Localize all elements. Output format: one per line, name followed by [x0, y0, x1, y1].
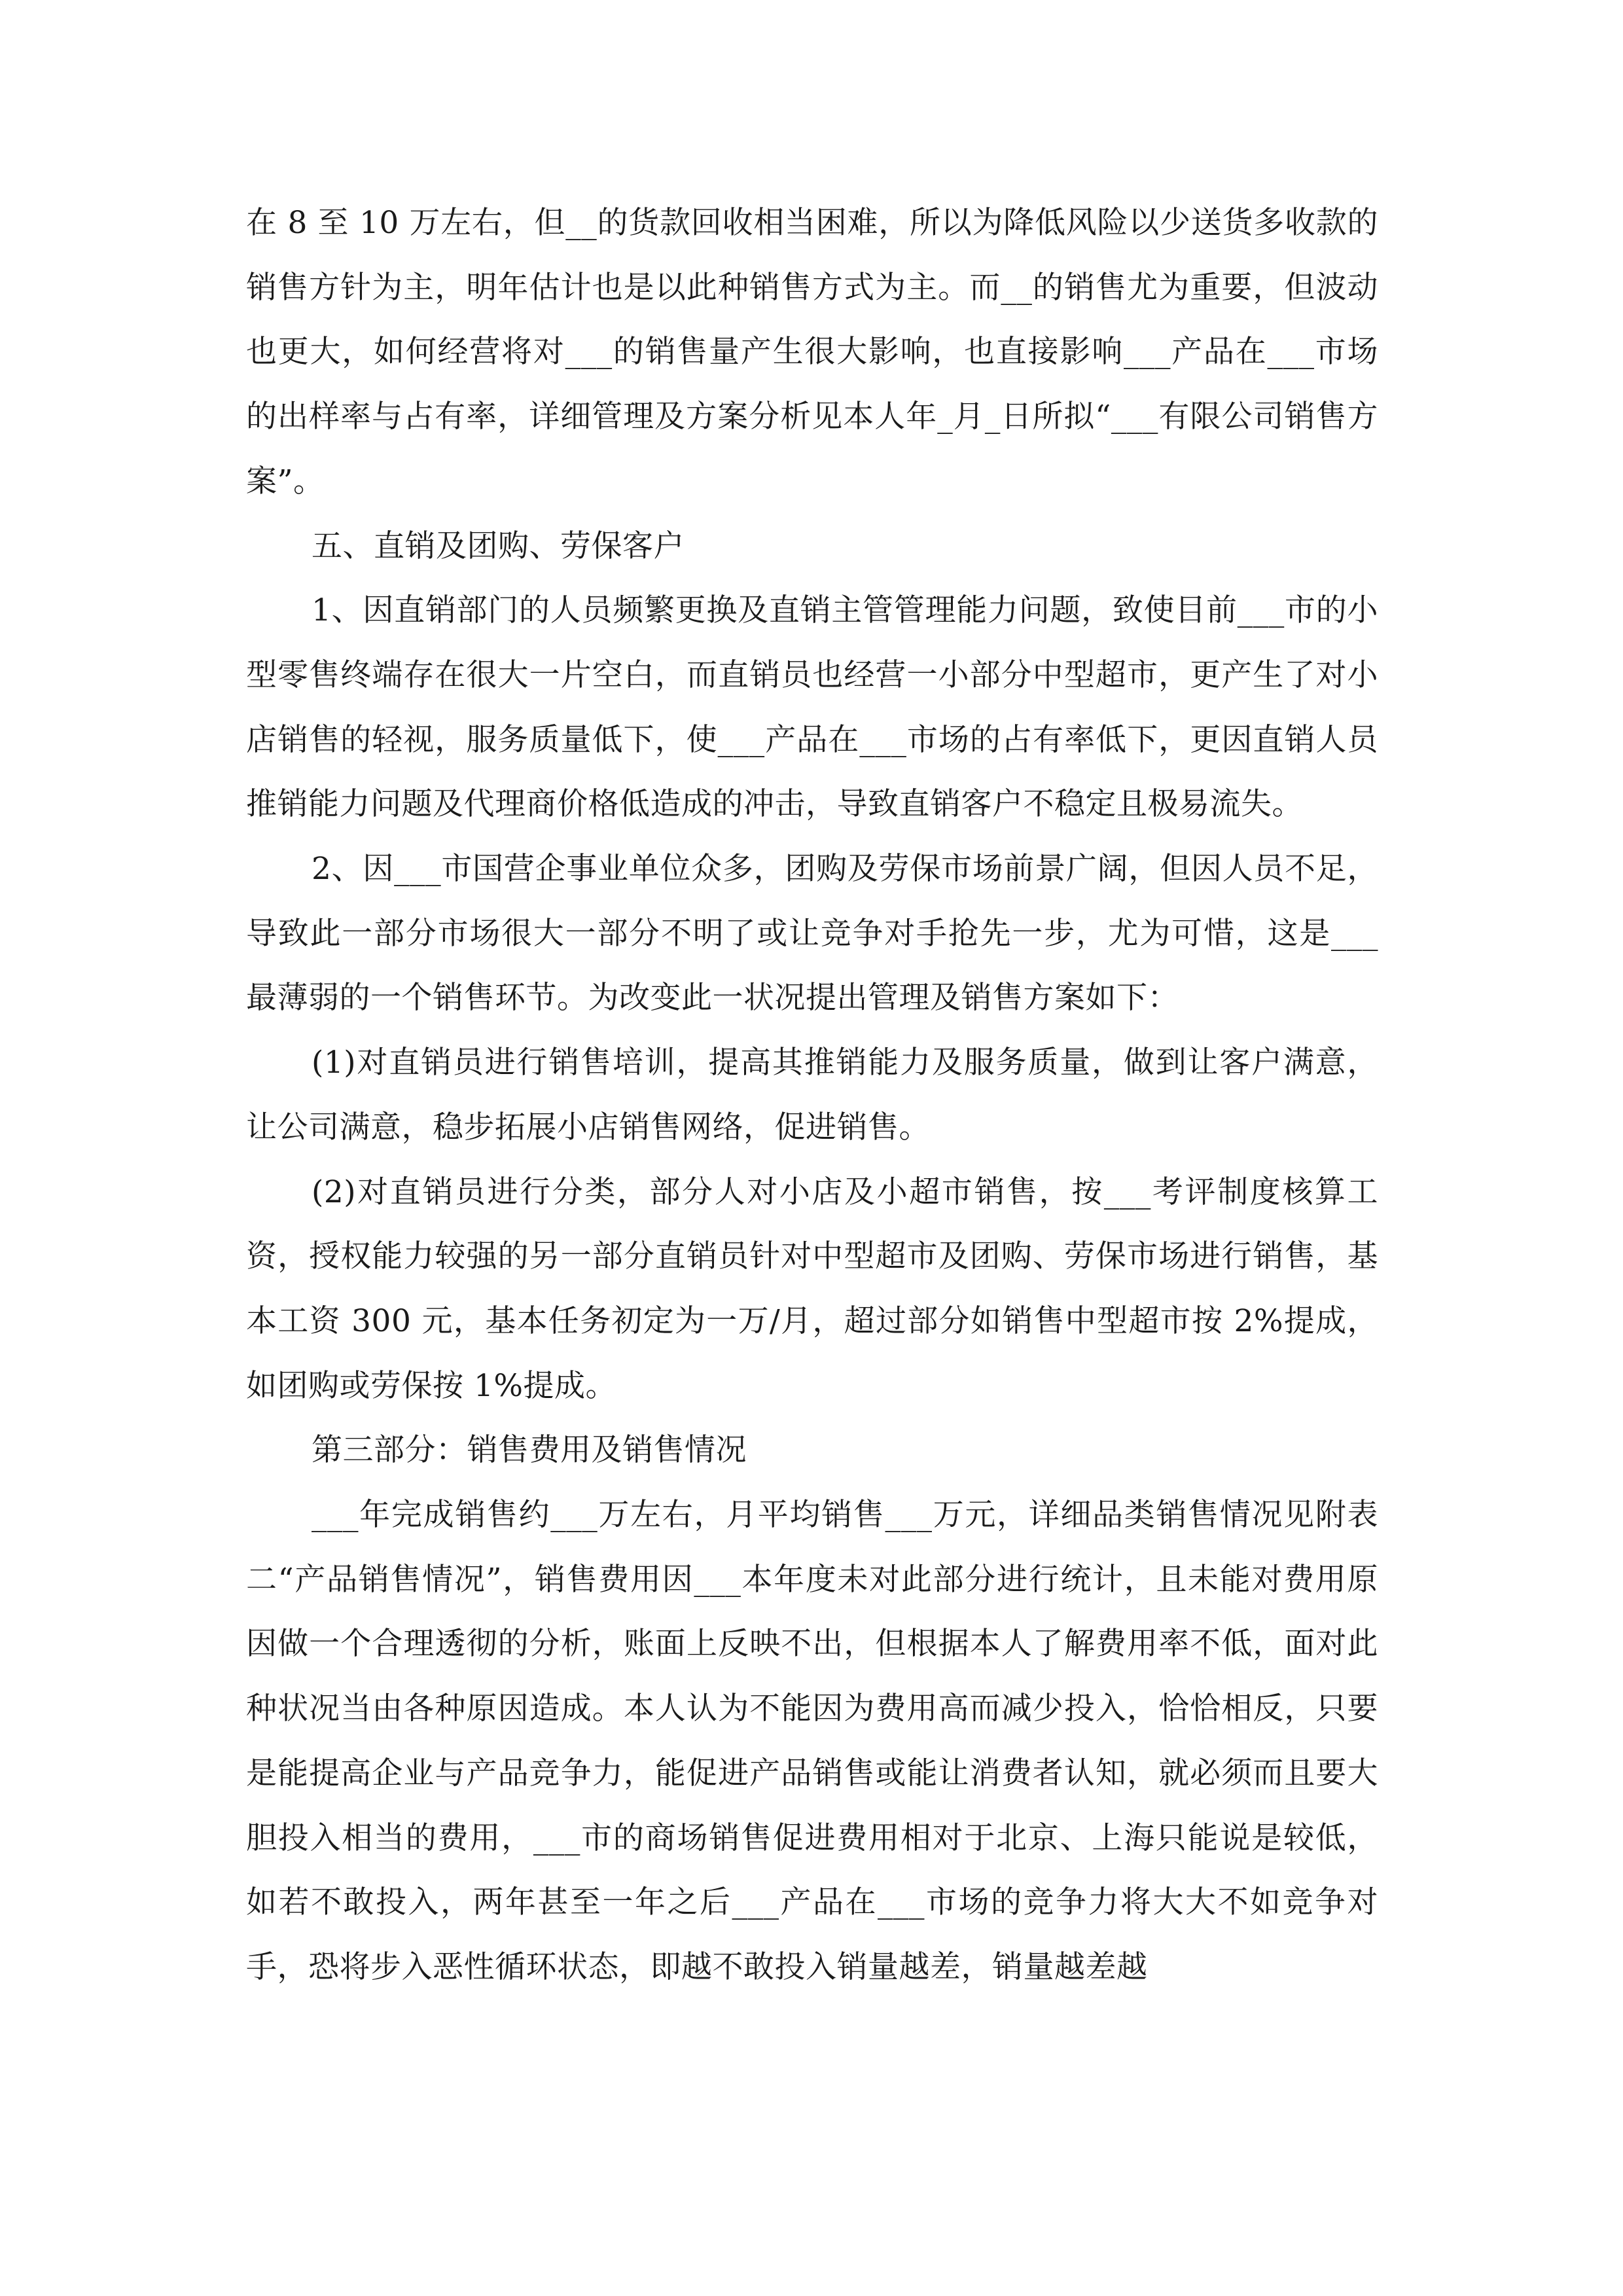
paragraph-sales-amount: 在 8 至 10 万左右，但__的货款回收相当困难，所以为降低风险以少送货多收款的销售方针为主，明年估计也是以此种销售方式为主。而__的销售尤为重要，但波动也更大，如何经营将对___的销售量产生很大影响，也直接影响___产品在___市场的出样率与占有率，详细管理及方案分析见本人年_月_日所拟“___有限公司销售方案”。: [246, 205, 1378, 499]
paragraph-item-1: 1、因直销部门的人员频繁更换及直销主管管理能力问题，致使目前___市的小型零售终端存在很大一片空白，而直销员也经营一小部分中型超市，更产生了对小店销售的轻视，服务质量低下，使___产品在___市场的占有率低下，更因直销人员推销能力问题及代理商价格低造成的冲击，导致直销客户不稳定且极易流失。: [246, 592, 1378, 823]
section-heading-direct-sales: 五、直销及团购、劳保客户: [312, 528, 685, 564]
paragraph-subitem-2: (2)对直销员进行分类，部分人对小店及小超市销售，按___考评制度核算工资，授权能力较强的另一部分直销员针对中型超市及团购、劳保市场进行销售，基本工资 300 元，基本任务初定为一万/月，超过部分如销售中型超市按 2%提成，如团购或劳保按 1%提成。: [246, 1174, 1378, 1404]
document-body: [246, 191, 1378, 2000]
paragraph-sales-cost: ___年完成销售约___万左右，月平均销售___万元，详细品类销售情况见附表二“产品销售情况”，销售费用因___本年度未对此部分进行统计，且未能对费用原因做一个合理透彻的分析，账面上反映不出，但根据本人了解费用率不低，面对此种状况当由各种原因造成。本人认为不能因为费用高而减少投入，恰恰相反，只要是能提高企业与产品竞争力，能促进产品销售或能让消费者认知，就必须而且要大胆投入相当的费用，___市的商场销售促进费用相对于北京、上海只能说是较低，如若不敢投入，两年甚至一年之后___产品在___市场的竞争力将大大不如竞争对手，恐将步入恶性循环状态，即越不敢投入销量越差，销量越差越: [246, 1497, 1378, 1985]
paragraph-item-2: 2、因___市国营企事业单位众多，团购及劳保市场前景广阔，但因人员不足，导致此一部分市场很大一部分不明了或让竞争对手抢先一步，尤为可惜，这是___最薄弱的一个销售环节。为改变此一状况提出管理及销售方案如下：: [246, 851, 1378, 1016]
paragraph-subitem-1: (1)对直销员进行销售培训，提高其推销能力及服务质量，做到让客户满意，让公司满意，稳步拓展小店销售网络，促进销售。: [246, 1045, 1378, 1145]
section-heading-part-three: 第三部分：销售费用及销售情况: [312, 1432, 747, 1469]
